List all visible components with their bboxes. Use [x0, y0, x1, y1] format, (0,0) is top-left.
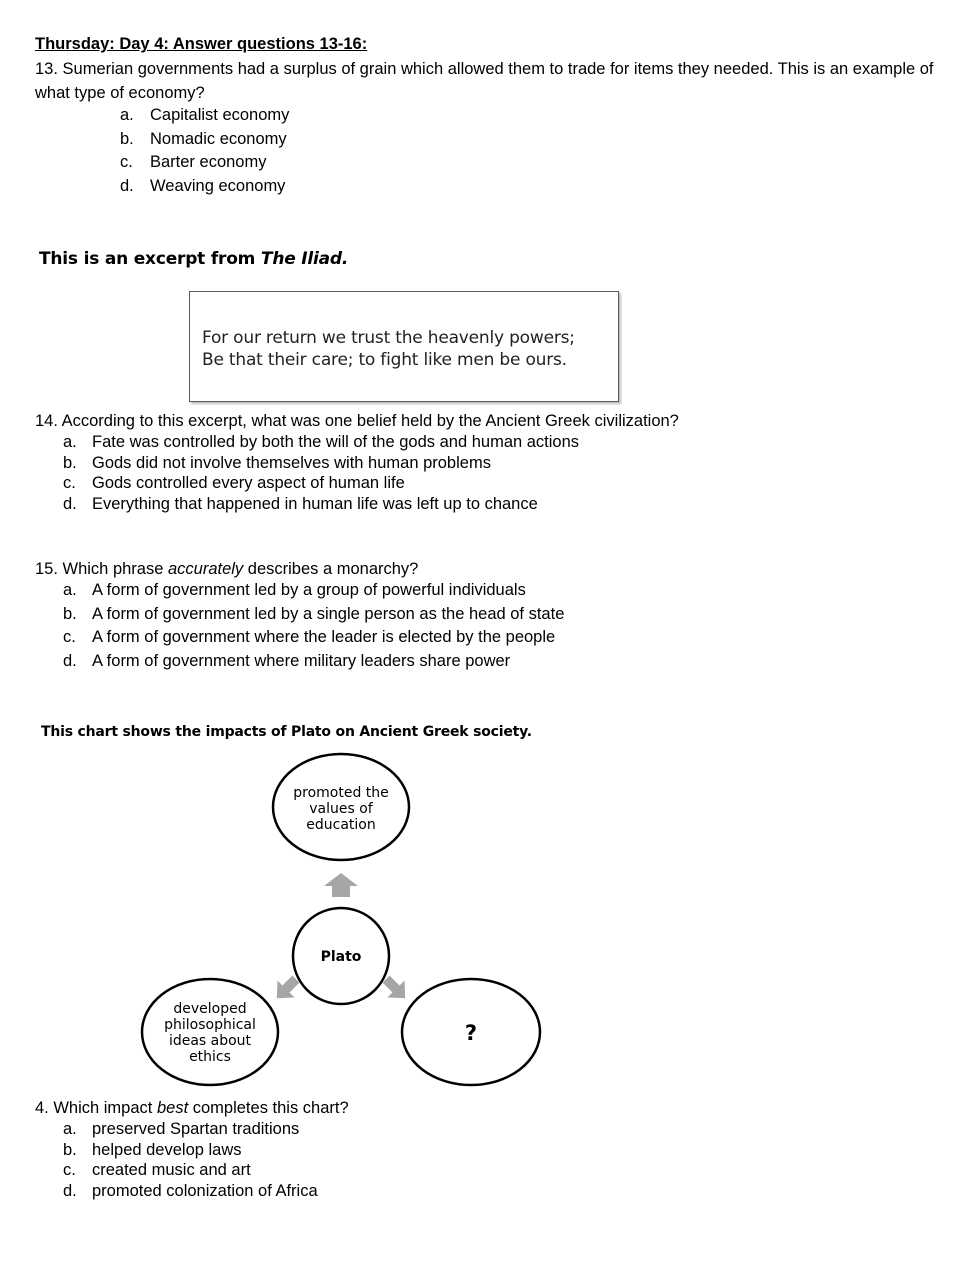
question-14-option-c[interactable]: c. Gods controlled every aspect of human life	[63, 474, 405, 492]
bubble-ethics-line-1: developed	[173, 1001, 247, 1017]
question-16-options	[63, 1119, 318, 1201]
question-16-option-b[interactable]: b. helped develop laws	[63, 1140, 242, 1159]
iliad-intro: This is an excerpt from The Iliad.	[39, 249, 349, 269]
bubble-ethics-line-4: ethics	[189, 1049, 231, 1065]
bubble-ethics-line-3: ideas about	[168, 1033, 252, 1049]
question-16-stem: 4. Which impact best completes this chart?	[35, 1099, 349, 1117]
bubble-education-line-1: promoted the	[293, 785, 389, 801]
question-13-option-a[interactable]: a. Capitalist economy	[120, 106, 290, 124]
bubble-education-line-3: education	[306, 817, 376, 833]
question-15-option-a[interactable]: a. A form of government led by a group of powerful individuals	[63, 581, 526, 599]
question-14-stem: 14. According to this excerpt, what was one belief held by the Ancient Greek civilization?	[35, 412, 679, 430]
chart-intro: This chart shows the impacts of Plato on Ancient Greek society.	[41, 724, 532, 740]
question-14-option-b[interactable]: b. Gods did not involve themselves with human problems	[63, 453, 491, 472]
question-15-option-b[interactable]: b. A form of government led by a single person as the head of state	[63, 604, 565, 623]
question-13-stem: 13. Sumerian governments had a surplus of grain which allowed them to trade for items they needed. This is an example of what type of economy?	[35, 60, 934, 102]
question-13-option-b[interactable]: b. Nomadic economy	[120, 129, 287, 148]
question-13-option-c[interactable]: c. Barter economy	[120, 153, 267, 171]
question-15-option-c[interactable]: c. A form of government where the leader is elected by the people	[63, 628, 556, 646]
bubble-ethics-line-2: philosophical	[164, 1017, 256, 1033]
bubble-education-line-2: values of	[309, 801, 373, 817]
quote-line-2: Be that their care; to fight like men be ours.	[202, 350, 567, 370]
page-heading: Thursday: Day 4: Answer questions 13-16:	[35, 35, 368, 53]
question-14-option-a[interactable]: a. Fate was controlled by both the will of the gods and human actions	[63, 433, 580, 451]
question-16-option-a[interactable]: a. preserved Spartan traditions	[63, 1120, 300, 1138]
iliad-title: The Iliad.	[260, 249, 349, 269]
question-15-stem: 15. Which phrase accurately describes a monarchy?	[35, 560, 419, 578]
quote-line-1: For our return we trust the heavenly powers;	[202, 328, 575, 348]
question-16-option-d[interactable]: d. promoted colonization of Africa	[63, 1181, 318, 1200]
question-16-option-c[interactable]: c. created music and art	[63, 1161, 251, 1179]
question-15-option-d[interactable]: d. A form of government where military leaders share power	[63, 651, 511, 670]
bubble-unknown-label: ?	[464, 1021, 478, 1045]
arrow-up-icon	[324, 873, 358, 897]
question-13-option-d[interactable]: d. Weaving economy	[120, 176, 286, 195]
bubble-plato-label: Plato	[320, 949, 362, 965]
question-14-option-d[interactable]: d. Everything that happened in human life was left up to chance	[63, 494, 538, 513]
